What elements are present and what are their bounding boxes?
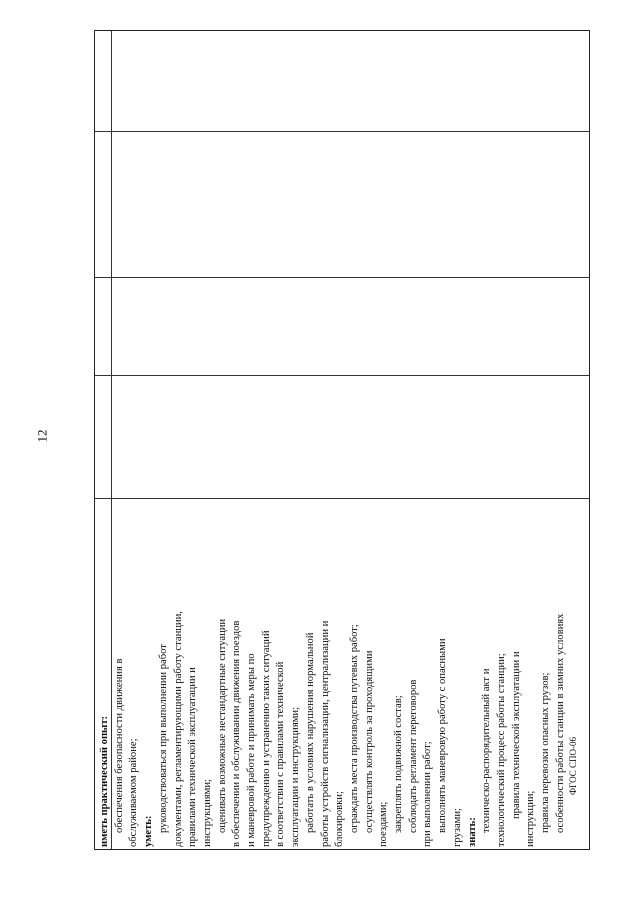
content-line: ограждать места производства путевых работ; xyxy=(348,624,360,833)
content-line: технологический процесс работы станции; xyxy=(495,653,507,847)
content-line: инструкциями; xyxy=(201,779,213,847)
content-line: руководствоваться при выполнении работ xyxy=(157,644,169,833)
content-line: в соответствии с правилами технической xyxy=(275,661,287,847)
content-line: знать: xyxy=(466,817,478,847)
content-line: правилами технической эксплуатации и xyxy=(187,667,199,847)
content-line: иметь практический опыт: xyxy=(99,715,110,847)
content-line: работы устройств сигнализации, централизации и xyxy=(319,620,331,847)
table-row-divider xyxy=(95,375,589,376)
content-line: правила технической эксплуатации и xyxy=(510,651,522,819)
page-number: 12 xyxy=(34,429,50,443)
table-row-divider xyxy=(95,498,589,499)
content-line: документами, регламентирующими работу станции, xyxy=(172,611,184,847)
content-line: эксплуатации и инструкциями; xyxy=(290,706,302,847)
footer-code: ФГОС СПО-06 xyxy=(568,737,578,795)
table-row-divider xyxy=(95,277,589,278)
competency-table xyxy=(94,30,590,850)
content-line: блокировки; xyxy=(334,791,346,847)
content-line: техническо-распорядительный акт и xyxy=(481,668,493,833)
content-line: оценивать возможные нестандартные ситуации xyxy=(216,618,228,833)
content-line: выполнять маневровую работу с опасными xyxy=(437,638,449,833)
content-line: поездами; xyxy=(378,801,390,847)
content-line: правила перевозки опасных грузов; xyxy=(540,672,552,833)
content-line: осуществлять контроль за проходящими xyxy=(363,650,375,833)
content-line: особенности работы станции в зимних условиях xyxy=(554,613,566,833)
content-line: соблюдать регламент переговоров xyxy=(407,679,419,833)
content-line: грузами; xyxy=(451,807,463,847)
content-line: закреплять подвижной состав; xyxy=(393,695,405,833)
content-line: работать в условиях нарушения нормальной xyxy=(304,632,316,833)
content-line: уметь: xyxy=(143,815,155,847)
content-line: предупреждению и устранению таких ситуаций xyxy=(260,630,272,847)
requirements-text-cell xyxy=(95,501,573,851)
content-line: и маневровой работе и принимать меры по xyxy=(246,653,258,847)
content-line: в обеспечении и обслуживании движения поездов xyxy=(231,620,243,847)
content-line: при выполнении работ; xyxy=(422,741,434,847)
content-line: обслуживаемом районе; xyxy=(128,738,140,847)
table-row-divider xyxy=(95,131,589,132)
content-line: инструкции; xyxy=(525,790,537,847)
content-line: обеспечения безопасности движения в xyxy=(113,658,125,833)
